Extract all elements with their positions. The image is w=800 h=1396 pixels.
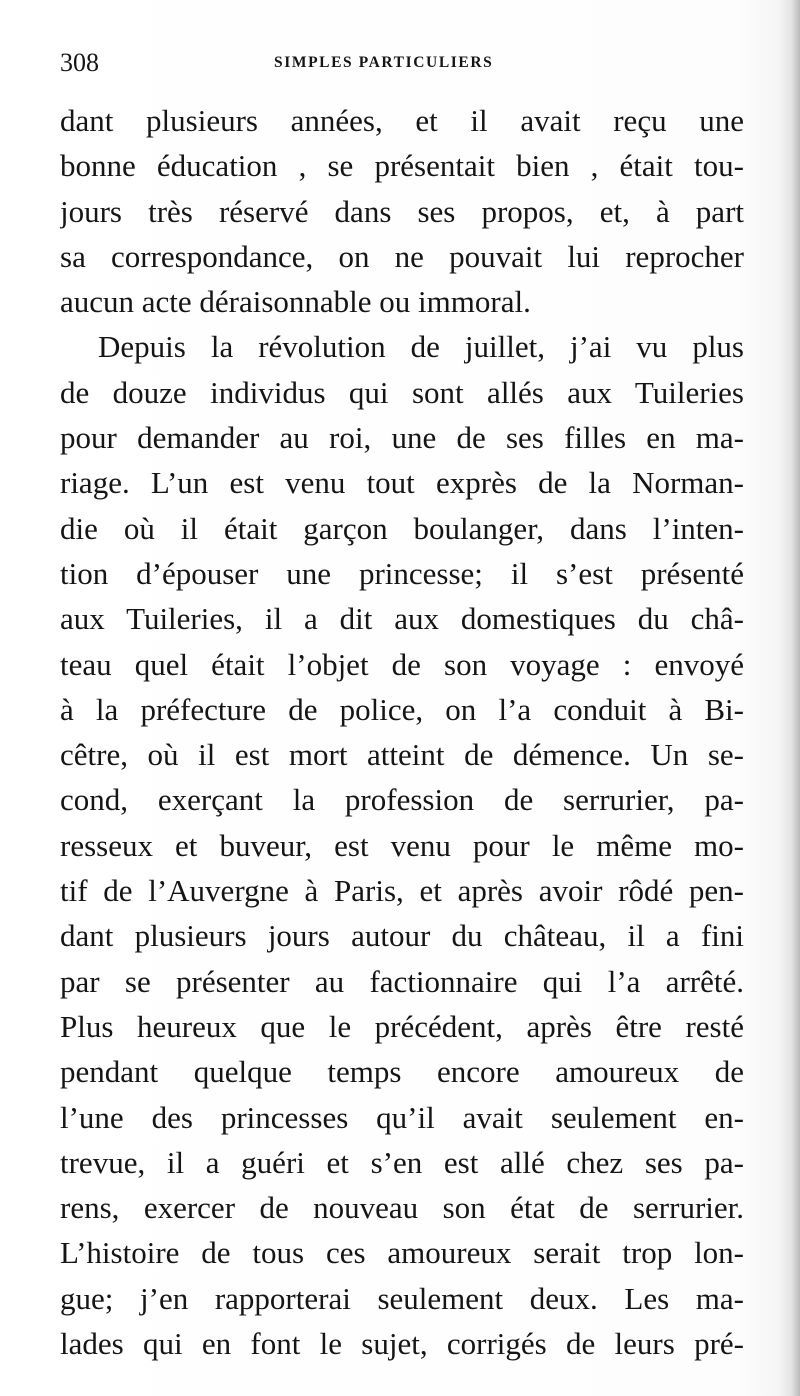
text-line: pendant quelque temps encore amoureux de	[60, 1054, 744, 1090]
text-line: jours très réservé dans ses propos, et, à part	[60, 193, 744, 229]
text-line: tif de l’Auvergne à Paris, et après avoir rôdé pen-	[60, 873, 744, 909]
text-line: lades qui en font le sujet, corrigés de leurs pré-	[60, 1326, 744, 1362]
text-line: de douze individus qui sont allés aux Tuileries	[60, 374, 744, 410]
text-line: par se présenter au factionnaire qui l’a arrêté.	[60, 963, 744, 999]
text-line: L’histoire de tous ces amoureux serait trop lon-	[60, 1235, 744, 1271]
text-line: l’une des princesses qu’il avait seulement en-	[60, 1099, 744, 1135]
text-line: rens, exercer de nouveau son état de serrurier.	[60, 1190, 744, 1226]
text-line: die où il était garçon boulanger, dans l’inten-	[60, 510, 744, 546]
text-line-paragraph-end: aucun acte déraisonnable ou immoral.	[60, 284, 531, 320]
body-text	[60, 98, 744, 1366]
text-line: sa correspondance, on ne pouvait lui reprocher	[60, 238, 744, 274]
text-line: aux Tuileries, il a dit aux domestiques du châ-	[60, 601, 744, 637]
text-line: cond, exerçant la profession de serrurier, pa-	[60, 782, 744, 818]
text-line: cêtre, où il est mort atteint de démence. Un se-	[60, 737, 744, 773]
page-header	[60, 46, 760, 80]
page-edge-shadow	[778, 0, 800, 1396]
text-line: dant plusieurs années, et il avait reçu une	[60, 103, 744, 138]
text-line: bonne éducation , se présentait bien , était tou-	[60, 148, 744, 184]
text-line-paragraph-start: Depuis la révolution de juillet, j’ai vu plus	[98, 329, 744, 365]
text-line: teau quel était l’objet de son voyage : envoyé	[60, 646, 744, 682]
text-line: trevue, il a guéri et s’en est allé chez ses pa-	[60, 1144, 744, 1180]
text-line: riage. L’un est venu tout exprès de la Norman-	[60, 465, 744, 501]
running-head: SIMPLES PARTICULIERS	[274, 54, 494, 71]
text-line: dant plusieurs jours autour du château, il a fini	[60, 918, 744, 954]
page-number: 308	[60, 48, 99, 77]
text-line: tion d’épouser une princesse; il s’est présenté	[60, 555, 744, 591]
text-line: à la préfecture de police, on l’a conduit à Bi-	[60, 691, 744, 727]
text-line: gue; j’en rapporterai seulement deux. Les ma-	[60, 1280, 744, 1316]
text-line: pour demander au roi, une de ses filles en ma-	[60, 420, 744, 456]
text-line: resseux et buveur, est venu pour le même mo-	[60, 827, 744, 863]
text-line: Plus heureux que le précédent, après être resté	[60, 1008, 744, 1044]
